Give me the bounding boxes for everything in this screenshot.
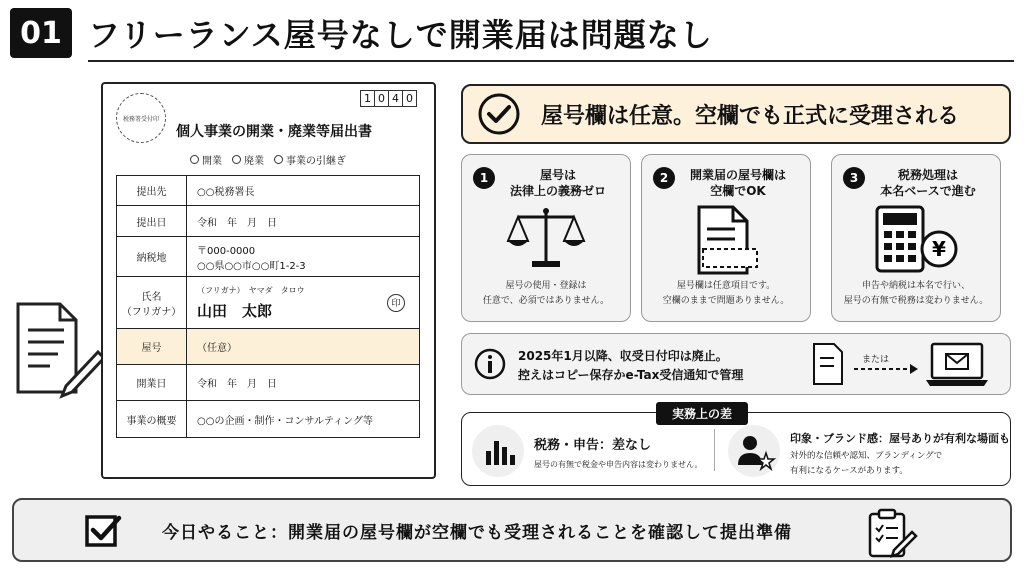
seal-mark: 印	[387, 294, 405, 312]
option-open: 開業	[190, 152, 222, 167]
card-number: 1	[473, 167, 495, 189]
form-options	[190, 152, 346, 167]
calculator-yen-icon	[873, 205, 959, 273]
or-label: または	[862, 355, 890, 365]
notice-line1: 2025年1月以降、収受日付印は廃止。	[518, 349, 728, 363]
check-circle-icon	[477, 92, 521, 136]
card-desc: 屋号の使用・登録は 任意で、必須ではありません。	[482, 281, 610, 306]
svg-text:¥: ¥	[932, 237, 946, 261]
reception-stamp: 税務署受付印	[116, 93, 166, 143]
headline-text: 屋号欄は任意。空欄でも正式に受理される	[541, 103, 960, 129]
option-succession: 事業の引継ぎ	[274, 152, 346, 167]
brand-diff-desc: 対外的な信頼や認知、ブランディングで 有利になるケースがあります。	[790, 451, 943, 476]
action-bar	[12, 498, 1012, 562]
card-title: 開業届の屋号欄は 空欄でOK	[689, 168, 786, 198]
section-number: 01	[10, 8, 72, 58]
tax-diff-desc: 屋号の有無で税金や申告内容は変わりません。	[534, 460, 703, 469]
code-digit: 0	[402, 90, 417, 107]
notice-line2: 控えはコピー保存かe-Tax受信通知で管理	[518, 368, 744, 382]
divider	[714, 429, 715, 471]
code-digit: 1	[360, 90, 375, 107]
checkbox-icon	[84, 512, 122, 550]
info-icon	[474, 348, 506, 380]
row-business-summary: 事業の概要 ○○の企画・制作・コンサルティング等	[117, 401, 419, 437]
action-text: 今日やること：開業届の屋号欄が空欄でも受理されることを確認して提出準備	[162, 523, 792, 543]
form-table	[116, 175, 420, 438]
document-icon	[691, 205, 761, 275]
notice-box	[461, 333, 1011, 395]
header-divider	[88, 60, 1014, 62]
person-star-icon	[728, 425, 780, 477]
row-tax-address: 納税地 〒000-0000 ○○県○○市○○町1-2-3	[117, 237, 419, 277]
headline-banner	[461, 84, 1011, 144]
bar-chart-icon	[472, 425, 524, 477]
card-number: 3	[843, 167, 865, 189]
tax-diff-title: 税務・申告：差なし	[534, 438, 652, 453]
page-title: フリーランス屋号なしで開業届は問題なし	[88, 16, 713, 54]
row-submit-to: 提出先 ○○税務署長	[117, 176, 419, 206]
row-start-date: 開業日 令和 年 月 日	[117, 365, 419, 401]
brand-diff-title: 印象・ブランド感：屋号ありが有利な場面も	[790, 432, 1010, 445]
row-submit-date: 提出日 令和 年 月 日	[117, 206, 419, 237]
code-digit: 0	[374, 90, 389, 107]
code-digit: 4	[388, 90, 403, 107]
card-title: 税務処理は 本名ベースで進む	[880, 168, 976, 198]
radio-icon	[232, 155, 241, 164]
applicant-name: 山田 太郎	[197, 301, 273, 320]
scale-icon	[506, 205, 586, 271]
radio-icon	[274, 155, 283, 164]
document-pen-icon	[14, 300, 106, 400]
card-blank-ok	[641, 154, 811, 322]
difference-tag: 実務上の差	[656, 402, 748, 425]
copy-document-icon	[812, 342, 844, 386]
card-legal	[461, 154, 631, 322]
card-desc: 申告や納税は本名で行い、 屋号の有無で税務は変わりません。	[843, 281, 989, 306]
radio-icon	[190, 155, 199, 164]
card-number: 2	[653, 167, 675, 189]
laptop-mail-icon	[924, 342, 990, 388]
clipboard-pen-icon	[864, 506, 918, 560]
card-tax	[831, 154, 1001, 322]
arrow-right-icon	[854, 364, 918, 374]
option-close: 廃業	[232, 152, 264, 167]
row-trade-name: 屋号 （任意）	[117, 329, 419, 365]
card-desc: 屋号欄は任意項目です。 空欄のままで問題ありません。	[662, 281, 790, 306]
row-name: 氏名 （フリガナ） （フリガナ） ヤマダ タロウ 山田 太郎 印	[117, 277, 419, 329]
form-title: 個人事業の開業・廃業等届出書	[176, 124, 372, 140]
card-title: 屋号は 法律上の義務ゼロ	[509, 168, 606, 198]
